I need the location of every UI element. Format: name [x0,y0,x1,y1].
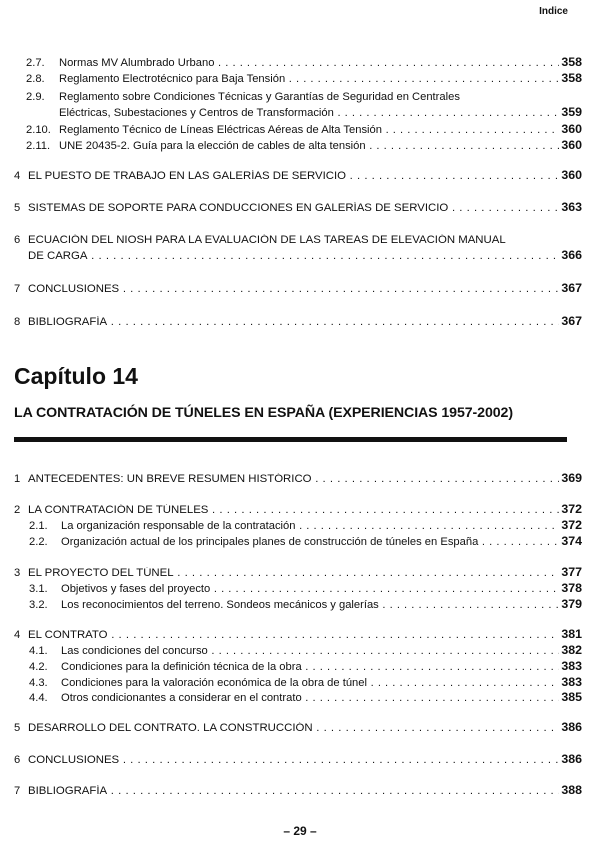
toc-entry-page: 360 [561,168,582,182]
toc-entry-title: Objetivos y fases del proyecto . . . [61,583,562,596]
toc-entry-page: 367 [561,314,582,328]
toc-entry[interactable] [0,520,600,533]
toc-entry-page: 379 [561,597,582,611]
toc-entry[interactable] [0,316,600,329]
toc-entry-page: 358 [561,55,582,69]
toc-section-number: 4 [14,629,21,641]
toc-entry-page: 374 [561,534,582,548]
toc-entry-title: Organización actual de los principales planes de construcción de túneles en España . . . [61,536,562,549]
toc-entry[interactable] [0,91,600,120]
toc-entry-page: 372 [561,502,582,516]
toc-entry-title: EL PROYECTO DEL TÚNEL . . . [28,567,562,580]
toc-entry[interactable] [0,73,600,86]
toc-entry-title: Condiciones para la definición técnica de la obra . . . [61,661,562,674]
toc-section-number: 2 [14,504,21,516]
toc-section-number: 3 [14,567,21,579]
toc-section-number: 6 [14,754,21,766]
toc-entry-page: 386 [561,752,582,766]
toc-entry-title: BIBLIOGRAFÍA . . . [28,785,562,798]
toc-entry-title: BIBLIOGRAFÍA . . . [28,316,562,329]
toc-entry-page: 359 [561,105,582,119]
toc-entry-page: 360 [561,122,582,136]
toc-entry[interactable] [0,57,600,70]
toc-entry-number: 4.3. [29,677,48,689]
toc-entry-number: 2.1. [29,520,48,532]
toc-entry[interactable] [0,536,600,549]
toc-entry-number: 4.1. [29,645,48,657]
toc-section-number: 1 [14,473,21,485]
toc-entry-page: 385 [561,690,582,704]
toc-entry[interactable] [0,283,600,296]
toc-entry-page: 360 [561,138,582,152]
toc-entry-number: 3.1. [29,583,48,595]
toc-entry-number: 2.7. [26,57,45,69]
toc-section-number: 5 [14,722,21,734]
toc-entry-title: SISTEMAS DE SOPORTE PARA CONDUCCIONES EN GALERÍAS DE SERVICIO . . . [28,202,562,215]
toc-entry-title: LA CONTRATACIÓN DE TÚNELES . . . [28,504,562,517]
toc-entry[interactable] [0,583,600,596]
toc-entry-page: 383 [561,659,582,673]
toc-entry-page: 388 [561,783,582,797]
toc-entry-title: Reglamento Electrotécnico para Baja Tensión . . . [59,73,562,86]
toc-entry[interactable] [0,473,600,486]
toc-entry-title: CONCLUSIONES . . . [28,754,562,767]
toc-entry-title: Otros condicionantes a considerar en el contrato . . . [61,692,562,705]
chapter-subtitle: LA CONTRATACIÓN DE TÚNELES EN ESPAÑA (EXPERIENCIAS 1957-2002) [14,405,513,421]
toc-entry[interactable] [0,567,600,580]
toc-entry-title: DESARROLLO DEL CONTRATO. LA CONSTRUCCIÓN . . . [28,722,562,735]
toc-entry[interactable] [0,722,600,735]
toc-entry-title: La organización responsable de la contratación . . . [61,520,562,533]
toc-section-number: 6 [14,234,21,246]
toc-entry[interactable] [0,692,600,705]
toc-entry-title: ANTECEDENTES: UN BREVE RESUMEN HISTÓRICO . . . [28,473,562,486]
toc-entry-page: 382 [561,643,582,657]
toc-entry-number: 4.4. [29,692,48,704]
toc-entry[interactable] [0,170,600,183]
toc-entry[interactable] [0,599,600,612]
toc-entry[interactable] [0,677,600,690]
page-number: – 29 – [283,824,317,838]
toc-section-number: 8 [14,316,21,328]
toc-entry-number: 2.11. [26,140,51,152]
toc-entry-page: 367 [561,281,582,295]
chapter-divider [14,437,567,442]
toc-entry-title-line1: ECUACIÓN DEL NIOSH PARA LA EVALUACIÓN DE LAS TAREAS DE ELEVACIÓN MANUAL [28,234,506,246]
toc-entry-number: 2.10. [26,124,51,136]
toc-entry-number: 4.2. [29,661,48,673]
toc-entry-title: Condiciones para la valoración económica de la obra de túnel . . . [61,677,562,690]
toc-entry-page: 383 [561,675,582,689]
running-header: Indice [539,6,568,17]
toc-entry-title: Reglamento Técnico de Líneas Eléctricas Aéreas de Alta Tensión . . . [59,124,562,137]
toc-section-number: 7 [14,785,21,797]
toc-entry-page: 363 [561,200,582,214]
toc-entry[interactable] [0,661,600,674]
toc-entry-number: 3.2. [29,599,48,611]
toc-entry-page: 381 [561,627,582,641]
toc-entry-number: 2.9. [26,91,45,103]
toc-entry-page: 377 [561,565,582,579]
toc-entry[interactable] [0,234,600,263]
toc-entry-title: EL PUESTO DE TRABAJO EN LAS GALERÍAS DE SERVICIO . . . [28,170,562,183]
toc-entry-page: 366 [561,248,582,262]
toc-entry-title: EL CONTRATO . . . [28,629,562,642]
toc-entry[interactable] [0,785,600,798]
toc-entry-title: CONCLUSIONES . . . [28,283,562,296]
toc-entry-page: 386 [561,720,582,734]
toc-entry-title: UNE 20435-2. Guía para la elección de cables de alta tensión . . . [59,140,562,153]
toc-entry-page: 369 [561,471,582,485]
toc-entry[interactable] [0,629,600,642]
toc-entry-number: 2.2. [29,536,48,548]
toc-entry-title-line2: Eléctricas, Subestaciones y Centros de Transformación . . . [59,107,562,120]
toc-entry-title: Las condiciones del concurso . . . [61,645,562,658]
toc-entry-page: 378 [561,581,582,595]
toc-entry-page: 372 [561,518,582,532]
toc-entry-number: 2.8. [26,73,45,85]
toc-entry[interactable] [0,645,600,658]
toc-entry-page: 358 [561,71,582,85]
toc-section-number: 4 [14,170,21,182]
toc-entry[interactable] [0,140,600,153]
toc-entry-title-line2: DE CARGA . . . [28,250,562,263]
toc-entry[interactable] [0,504,600,517]
toc-section-number: 7 [14,283,21,295]
toc-entry[interactable] [0,124,600,137]
toc-entry-title: Normas MV Alumbrado Urbano . . . [59,57,562,70]
toc-entry-title: Los reconocimientos del terreno. Sondeos mecánicos y galerías . . . [61,599,562,612]
toc-entry-title-line1: Reglamento sobre Condiciones Técnicas y Garantías de Seguridad en Centrales [59,91,460,103]
chapter-title: Capítulo 14 [14,363,138,389]
toc-section-number: 5 [14,202,21,214]
toc-entry[interactable] [0,202,600,215]
toc-entry[interactable] [0,754,600,767]
